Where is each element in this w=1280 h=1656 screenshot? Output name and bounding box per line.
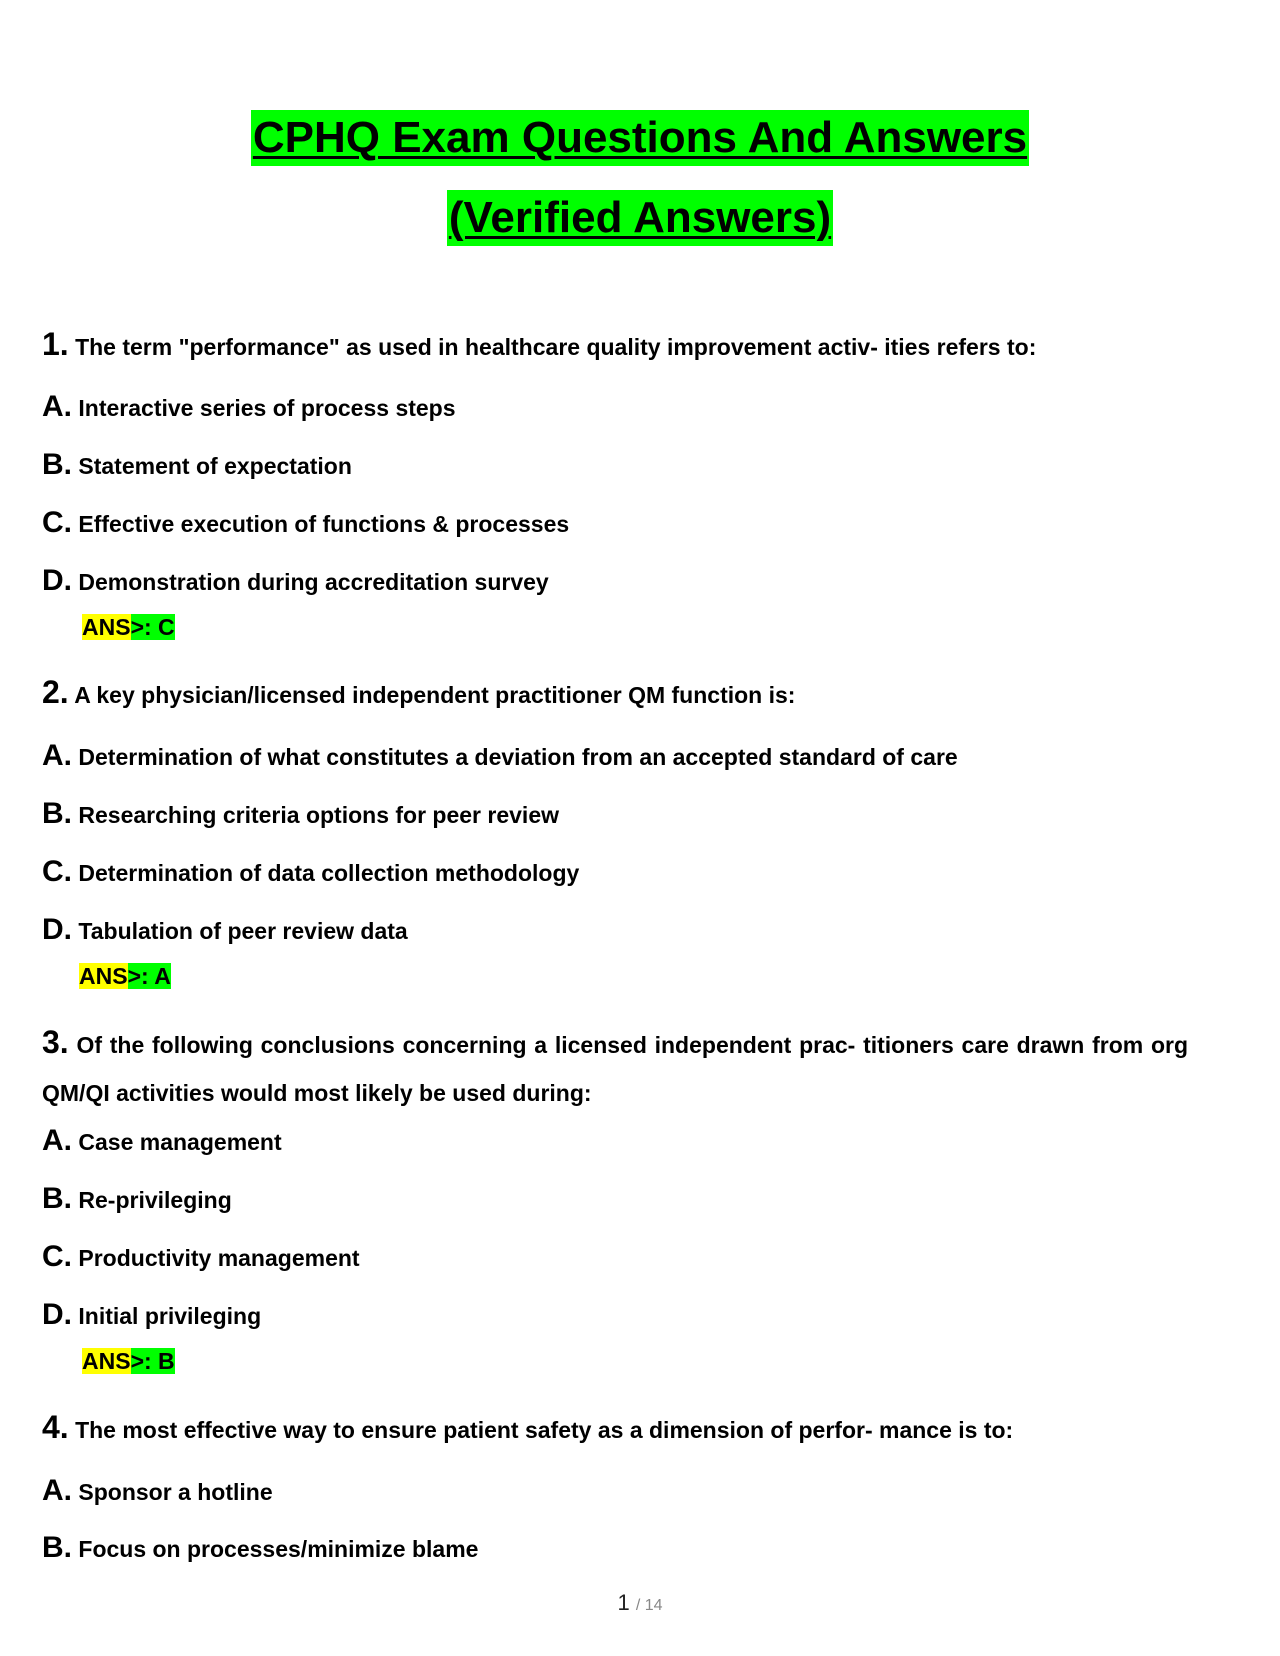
question-text: Of the following conclusions concerning a licensed independent prac- titioners care drawn from org QM/QI activities would most likely be used during: (42, 1032, 1189, 1106)
option-text: Interactive series of process steps (78, 395, 456, 421)
option-letter: B. (42, 448, 72, 481)
option-a (42, 741, 958, 772)
answer-value: >: A (127, 963, 171, 989)
option-text: Tabulation of peer review data (78, 918, 408, 944)
question-number: 3. (42, 1024, 69, 1060)
question-3 (42, 1018, 1188, 1117)
option-c (42, 508, 569, 539)
option-b (42, 450, 352, 481)
option-text: Determination of what constitutes a deviation from an accepted standard of care (78, 744, 958, 770)
option-text: Statement of expectation (78, 453, 352, 479)
answer-3 (82, 1346, 175, 1376)
answer-value: >: B (130, 1348, 175, 1374)
answer-value: >: C (130, 614, 175, 640)
option-b (42, 1184, 232, 1215)
option-letter: C. (42, 1240, 72, 1273)
title-line-2: (Verified Answers) (447, 190, 833, 246)
option-b (42, 799, 559, 830)
question-number: 2. (42, 674, 69, 710)
current-page-number: 1 (617, 1590, 630, 1615)
option-d (42, 1300, 261, 1331)
question-text: A key physician/licensed independent practitioner QM function is: (74, 682, 796, 708)
question-number: 1. (42, 326, 69, 362)
option-letter: B. (42, 797, 72, 830)
option-text: Focus on processes/minimize blame (78, 1536, 479, 1562)
question-1 (42, 320, 1188, 371)
answer-prefix: ANS (82, 1348, 131, 1374)
question-text: The term "performance" as used in healthcare quality improvement activ- ities refers to: (75, 334, 1037, 360)
question-text: The most effective way to ensure patient safety as a dimension of perfor- mance is to: (75, 1417, 1014, 1443)
option-a (42, 392, 456, 423)
total-pages: / 14 (635, 1597, 663, 1614)
option-text: Productivity management (78, 1245, 360, 1271)
option-letter: A. (42, 1474, 72, 1507)
option-letter: D. (42, 1298, 72, 1331)
option-letter: A. (42, 390, 72, 423)
option-text: Researching criteria options for peer review (78, 802, 559, 828)
option-letter: D. (42, 564, 72, 597)
option-text: Demonstration during accreditation survey (78, 569, 549, 595)
option-text: Case management (78, 1129, 282, 1155)
option-b (42, 1533, 478, 1564)
option-text: Re-privileging (78, 1187, 232, 1213)
option-c (42, 1242, 360, 1273)
option-letter: B. (42, 1182, 72, 1215)
answer-prefix: ANS (79, 963, 128, 989)
option-a (42, 1476, 273, 1507)
option-text: Effective execution of functions & processes (78, 511, 570, 537)
option-text: Determination of data collection methodology (78, 860, 580, 886)
page-indicator (0, 1590, 1280, 1616)
question-number: 4. (42, 1409, 69, 1445)
option-letter: A. (42, 739, 72, 772)
option-text: Sponsor a hotline (78, 1479, 273, 1505)
document-title (0, 108, 1280, 268)
option-d (42, 915, 408, 946)
title-line-1: CPHQ Exam Questions And Answers (251, 110, 1029, 166)
option-letter: A. (42, 1124, 72, 1157)
question-2 (42, 668, 1188, 719)
option-d (42, 566, 549, 597)
question-4 (42, 1403, 1188, 1454)
answer-prefix: ANS (82, 614, 131, 640)
option-a (42, 1126, 282, 1157)
answer-1 (82, 612, 175, 642)
option-letter: D. (42, 913, 72, 946)
option-text: Initial privileging (78, 1303, 262, 1329)
option-c (42, 857, 579, 888)
answer-2 (79, 961, 171, 991)
option-letter: C. (42, 855, 72, 888)
option-letter: C. (42, 506, 72, 539)
option-letter: B. (42, 1531, 72, 1564)
